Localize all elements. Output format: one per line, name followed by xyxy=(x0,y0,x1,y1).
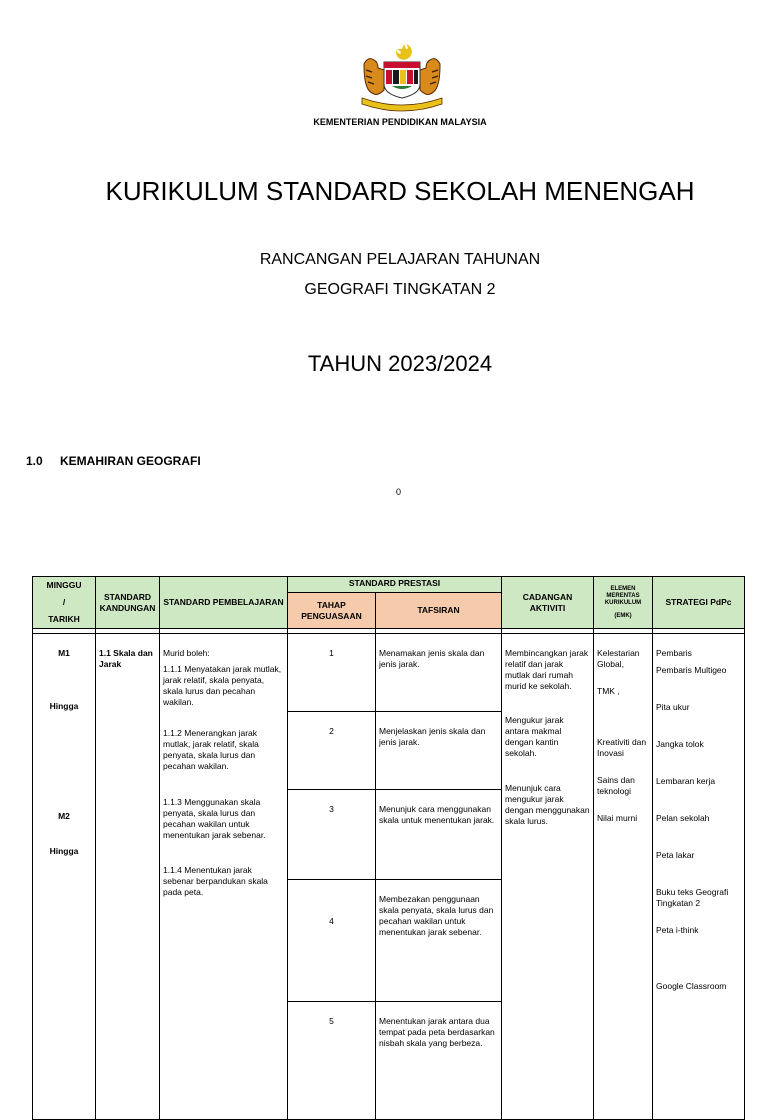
tahap-2: 2 xyxy=(288,712,376,790)
section-title: KEMAHIRAN GEOGRAFI xyxy=(60,454,201,468)
page-title: KURIKULUM STANDARD SEKOLAH MENENGAH xyxy=(105,176,695,206)
subtitle-plan: RANCANGAN PELAJARAN TAHUNAN xyxy=(259,251,541,268)
strategi-item: Pembaris Multigeo xyxy=(656,665,727,675)
strategi-item: Pelan sekolah xyxy=(656,813,710,823)
pembelajaran-item: 1.1.1 Menyatakan jarak mutlak, jarak relatif, skala penyata, skala lurus dan pecahan wakilan. xyxy=(163,664,282,707)
tahap-3: 3 xyxy=(288,790,376,880)
emk-item: Kreativiti dan Inovasi xyxy=(597,737,647,758)
tafsiran-3: Menunjuk cara menggunakan skala untuk menentukan jarak. xyxy=(376,790,502,880)
tahap-1: 1 xyxy=(288,634,376,712)
strategi-item: Google Classroom xyxy=(656,981,727,991)
header-cadangan-aktiviti: CADANGAN AKTIVITI xyxy=(502,577,594,629)
strategi-item: Jangka tolok xyxy=(656,739,704,749)
tafsiran-2: Menjelaskan jenis skala dan jenis jarak. xyxy=(376,712,502,790)
pembelajaran-item: 1.1.4 Menentukan jarak sebenar berpandukan skala pada peta. xyxy=(163,865,268,897)
aktiviti-item: Mengukur jarak antara makmal dengan kantin sekolah. xyxy=(505,715,564,758)
table-header-row xyxy=(33,577,745,593)
header-tafsiran: TAFSIRAN xyxy=(376,593,502,629)
pembelajaran-item: 1.1.3 Menggunakan skala penyata, skala lurus dan pecahan wakilan untuk menentukan jarak sebenar. xyxy=(163,797,266,840)
strategi-item: Pembaris xyxy=(656,648,692,658)
lesson-plan-table xyxy=(32,576,745,1120)
cadangan-aktiviti-cell xyxy=(502,634,594,1120)
ministry-name: KEMENTERIAN PENDIDIKAN MALAYSIA xyxy=(313,117,487,127)
subtitle-subject: GEOGRAFI TINGKATAN 2 xyxy=(304,281,496,298)
header-strategi: STRATEGI PdPc xyxy=(653,577,745,629)
emk-cell xyxy=(594,634,653,1120)
header-emk: ELEMEN MERENTAS KURIKULUM (EMK) xyxy=(594,577,653,629)
section-number: 1.0 xyxy=(26,454,43,468)
emk-item: Kelestarian Global, xyxy=(597,648,640,669)
strategi-item: Peta lakar xyxy=(656,850,695,860)
week-hingga-1: Hingga xyxy=(49,701,79,711)
header-tahap-penguasaan: TAHAP PENGUASAAN xyxy=(288,593,376,629)
header-standard-prestasi: STANDARD PRESTASI xyxy=(288,577,502,593)
minggu-cell xyxy=(33,634,96,1120)
academic-year: TAHUN 2023/2024 xyxy=(307,351,493,376)
malaysia-crest-icon xyxy=(356,40,448,112)
strategi-item: Peta i-think xyxy=(656,925,699,935)
tahap-4: 4 xyxy=(288,880,376,1002)
emk-item: Nilai murni xyxy=(597,813,638,823)
tafsiran-4: Membezakan penggunaan skala penyata, skala lurus dan pecahan wakilan untuk menentukan jarak sebenar. xyxy=(376,880,502,1002)
standard-kandungan-cell: 1.1 Skala dan Jarak xyxy=(96,634,160,1120)
strategi-cell xyxy=(653,634,745,1120)
emk-item: TMK , xyxy=(597,686,620,696)
strategi-item: Pita ukur xyxy=(656,702,690,712)
header-standard-kandungan: STANDARD KANDUNGAN xyxy=(96,577,160,629)
standard-pembelajaran-cell xyxy=(160,634,288,1120)
aktiviti-item: Membincangkan jarak relatif dan jarak mutlak dari rumah murid ke sekolah. xyxy=(505,648,589,691)
aktiviti-item: Menunjuk cara mengukur jarak dengan menggunakan skala lurus. xyxy=(505,783,590,826)
strategi-item: Lembaran kerja xyxy=(656,776,716,786)
strategi-item: Buku teks Geografi Tingkatan 2 xyxy=(656,887,729,908)
section-heading xyxy=(26,454,201,468)
tafsiran-5: Menentukan jarak antara dua tempat pada peta berdasarkan nisbah skala yang berbeza. xyxy=(376,1002,502,1120)
tafsiran-1: Menamakan jenis skala dan jenis jarak. xyxy=(376,634,502,712)
emk-item: Sains dan teknologi xyxy=(597,775,635,796)
stray-zero-text: 0 xyxy=(396,487,402,497)
pembelajaran-item: 1.1.2 Menerangkan jarak mutlak, jarak relatif, skala penyata, skala lurus dan pecahan wakilan. xyxy=(163,728,259,771)
week-start: M1 xyxy=(58,648,70,658)
header-minggu: MINGGU / TARIKH xyxy=(33,577,96,629)
table-row xyxy=(33,634,745,712)
week-hingga-2: Hingga xyxy=(49,846,79,856)
pembelajaran-intro: Murid boleh: xyxy=(163,648,210,658)
tahap-5: 5 xyxy=(288,1002,376,1120)
week-m2: M2 xyxy=(58,811,70,821)
header-standard-pembelajaran: STANDARD PEMBELAJARAN xyxy=(160,577,288,629)
